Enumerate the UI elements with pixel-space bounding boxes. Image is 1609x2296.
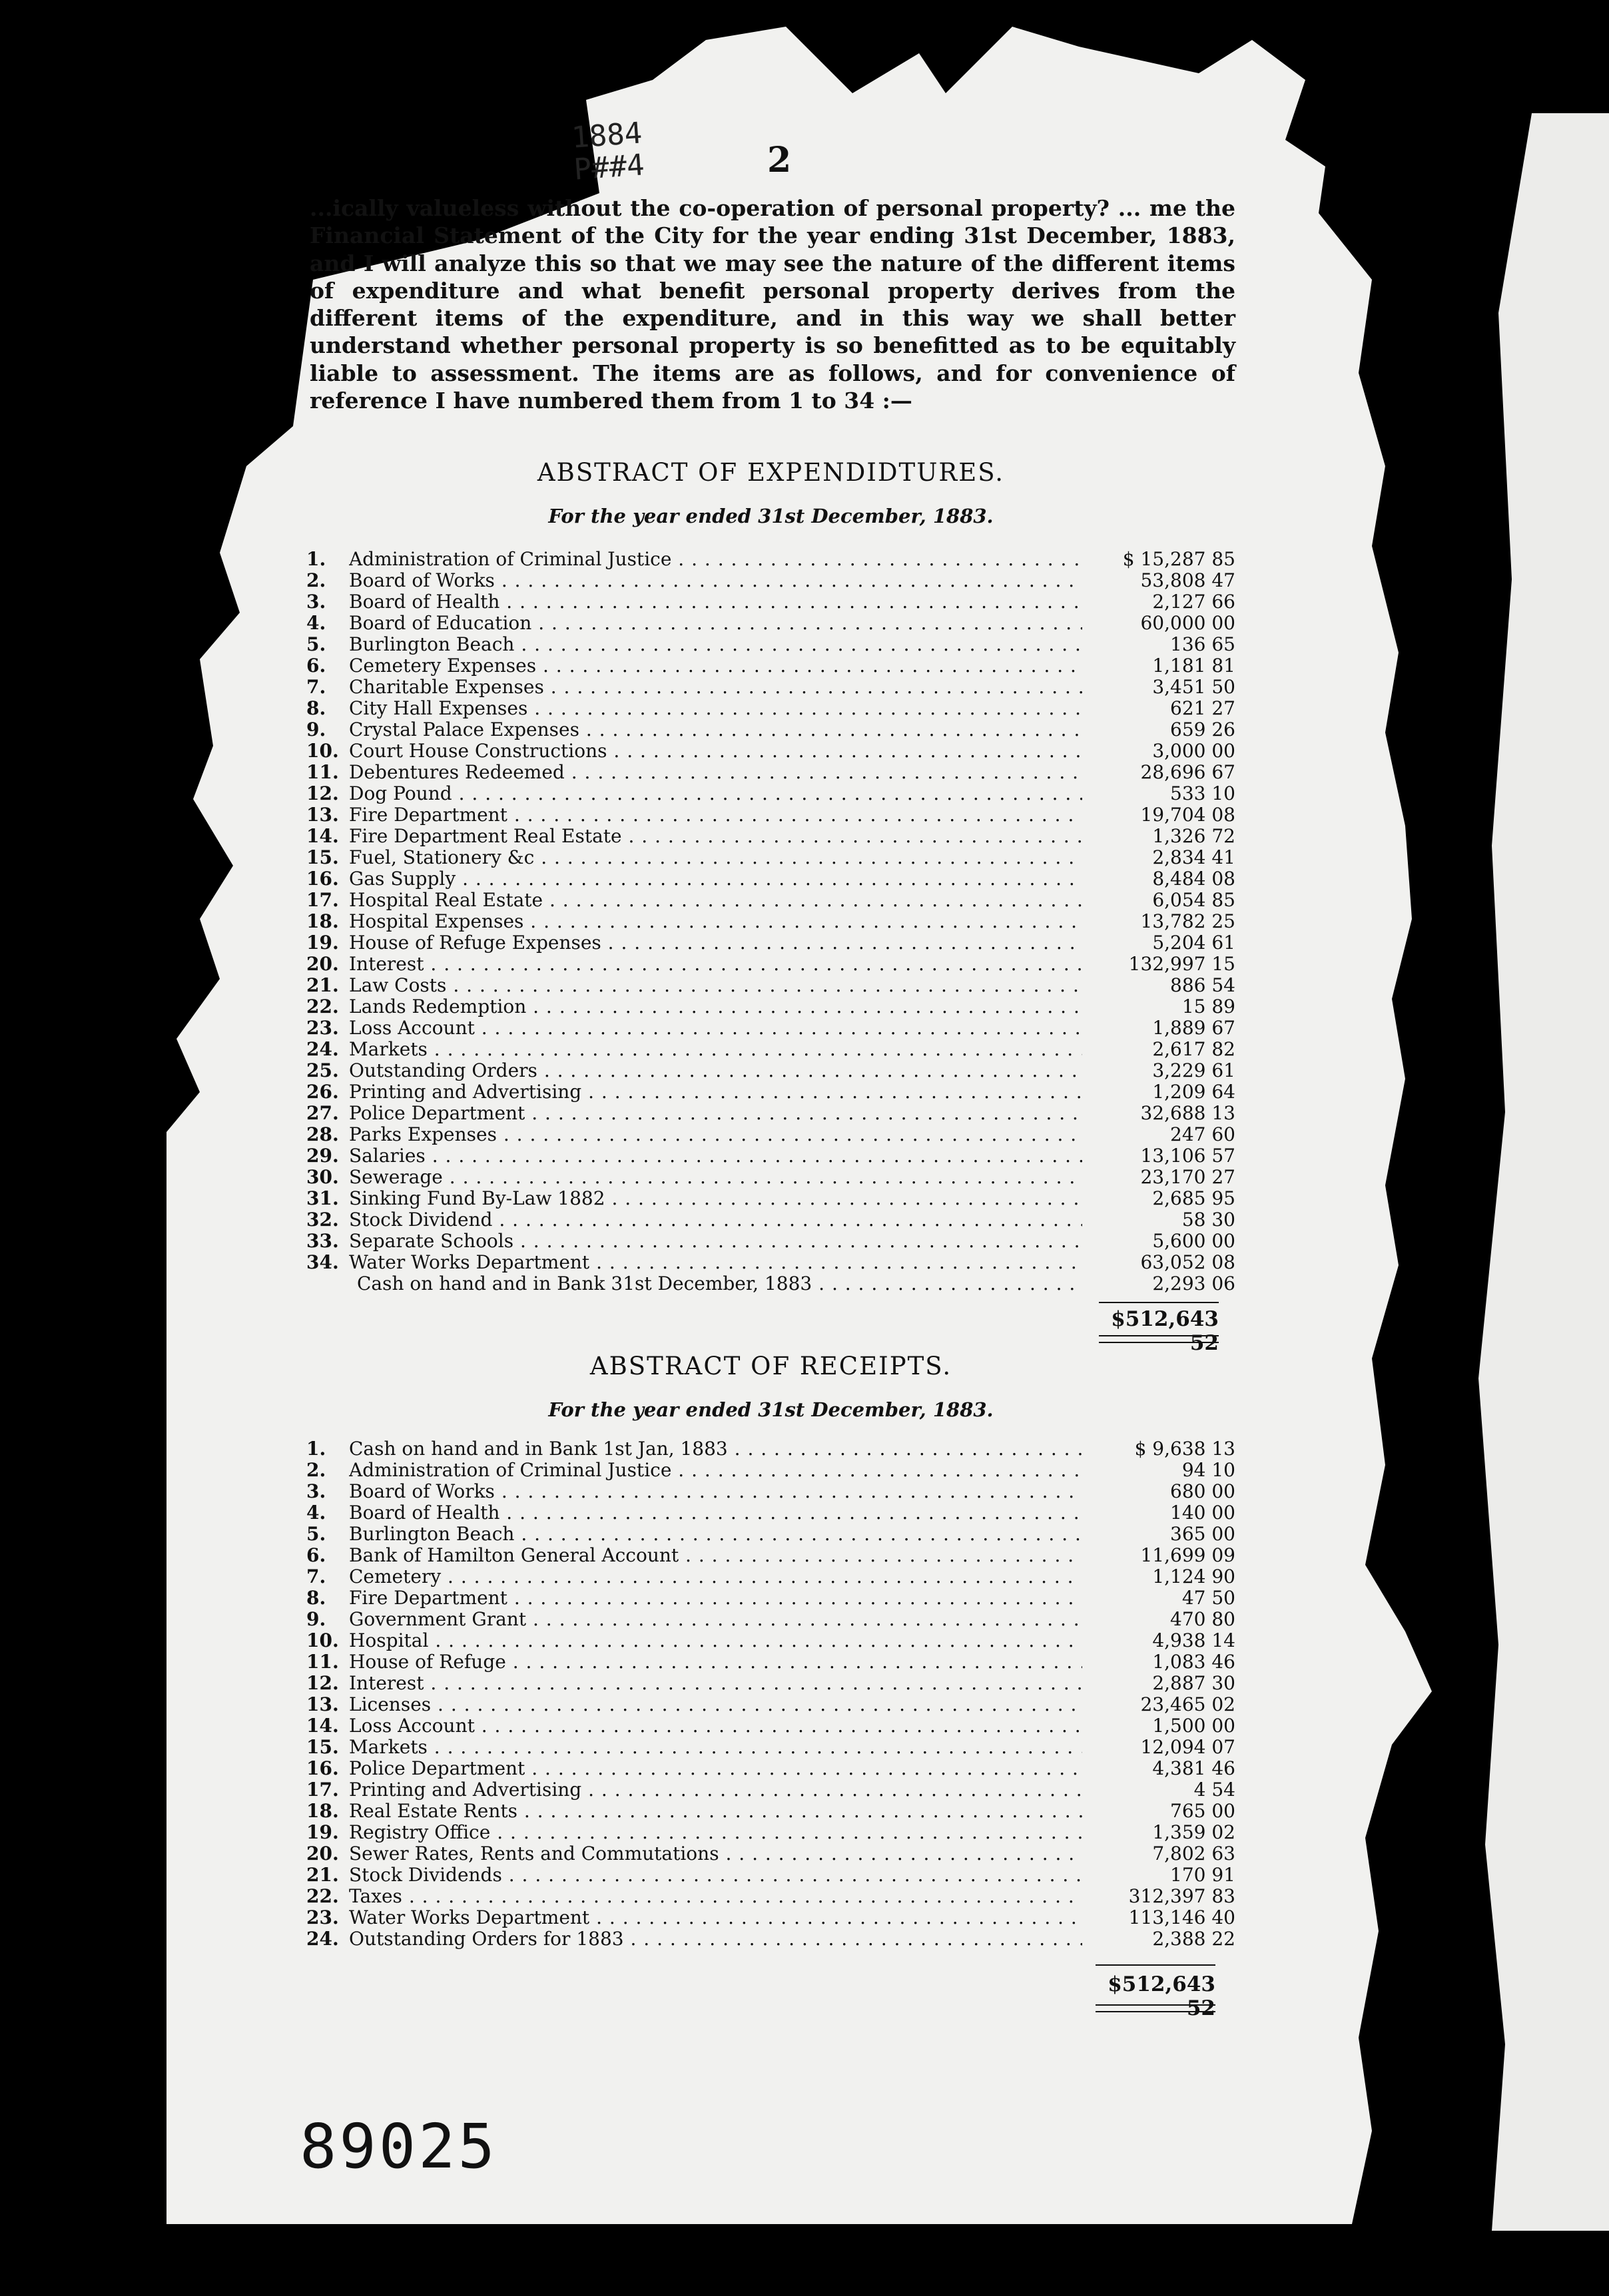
receipt-item-number: 19. — [306, 1821, 339, 1843]
expenditure-item-label: Debentures Redeemed . . . — [349, 762, 1082, 783]
receipt-item-label: Registry Office . . . — [349, 1822, 1082, 1843]
expenditure-item-label: Printing and Advertising . . . — [349, 1081, 1082, 1103]
expenditure-item-amount: 1,326 72 — [1152, 825, 1235, 847]
receipts-total: $512,643 52 — [1108, 1972, 1215, 2020]
expenditure-item-amount: 136 65 — [1170, 633, 1235, 655]
receipt-item-number: 21. — [306, 1864, 339, 1886]
receipt-item-number: 3. — [306, 1480, 326, 1502]
expenditure-item-amount: 2,127 66 — [1152, 591, 1235, 613]
expenditure-item-number: 12. — [306, 782, 339, 804]
expenditure-item-amount: 58 30 — [1181, 1209, 1235, 1231]
receipt-item-label: Sewer Rates, Rents and Commutations . . . — [349, 1843, 1082, 1865]
receipt-item-amount: 4,938 14 — [1152, 1629, 1235, 1651]
receipt-item-amount: 12,094 07 — [1140, 1736, 1235, 1758]
receipt-row — [306, 1673, 1235, 1694]
receipts-title: ABSTRACT OF RECEIPTS. — [589, 1352, 952, 1380]
expenditure-item-label: Police Department . . . — [349, 1103, 1082, 1124]
receipt-item-label: Licenses . . . — [349, 1694, 1082, 1715]
receipt-row — [306, 1843, 1235, 1865]
expenditure-item-amount: 23,170 27 — [1140, 1166, 1235, 1188]
expenditure-row — [306, 591, 1235, 613]
expenditure-item-amount: 621 27 — [1170, 697, 1235, 719]
receipt-row — [306, 1609, 1235, 1630]
receipt-row — [306, 1928, 1235, 1950]
receipt-row — [306, 1737, 1235, 1758]
receipt-item-label: Markets . . . — [349, 1737, 1082, 1758]
receipt-item-amount: 2,887 30 — [1152, 1672, 1235, 1694]
receipts-table — [306, 1438, 1235, 1950]
receipt-row — [306, 1715, 1235, 1737]
expenditure-row — [306, 890, 1235, 911]
receipt-item-number: 14. — [306, 1715, 339, 1737]
receipt-item-number: 24. — [306, 1928, 339, 1950]
receipt-item-amount: 23,465 02 — [1140, 1693, 1235, 1715]
receipt-item-amount: 765 00 — [1170, 1800, 1235, 1822]
expenditure-row — [306, 1081, 1235, 1103]
receipt-item-number: 6. — [306, 1544, 326, 1566]
expenditure-row — [306, 826, 1235, 847]
receipt-item-amount: 470 80 — [1170, 1608, 1235, 1630]
receipt-item-label: Burlington Beach . . . — [349, 1524, 1082, 1545]
receipt-item-amount: $ 9,638 13 — [1134, 1438, 1235, 1460]
expenditure-row — [306, 1167, 1235, 1188]
receipt-row — [306, 1822, 1235, 1843]
expenditure-item-amount: 533 10 — [1170, 782, 1235, 804]
expenditure-item-label: Cash on hand and in Bank 31st December, 1883 . . . — [357, 1273, 1082, 1294]
expenditures-total: $512,643 52 — [1111, 1307, 1219, 1355]
expenditure-row — [306, 613, 1235, 634]
expenditure-item-number: 14. — [306, 825, 339, 847]
expenditure-row — [306, 868, 1235, 890]
expenditure-item-number: 25. — [306, 1059, 339, 1081]
expenditure-item-amount: 1,889 67 — [1152, 1017, 1235, 1039]
expenditure-row — [306, 847, 1235, 868]
archive-note-line-2: P##4 — [572, 148, 646, 187]
expenditure-item-number: 31. — [306, 1187, 339, 1209]
expenditure-item-label: Charitable Expenses . . . — [349, 677, 1082, 698]
expenditure-row — [306, 975, 1235, 996]
receipt-item-amount: 47 50 — [1181, 1587, 1235, 1609]
expenditure-row — [306, 1103, 1235, 1124]
expenditure-row — [306, 932, 1235, 954]
receipt-item-number: 12. — [306, 1672, 339, 1694]
receipt-row — [306, 1865, 1235, 1886]
receipt-item-label: Interest . . . — [349, 1673, 1082, 1694]
expenditure-item-amount: 659 26 — [1170, 718, 1235, 740]
expenditure-item-label: Crystal Palace Expenses . . . — [349, 719, 1082, 740]
expenditure-item-label: Law Costs . . . — [349, 975, 1082, 996]
expenditure-item-number: 18. — [306, 910, 339, 932]
receipt-item-amount: 1,124 90 — [1152, 1566, 1235, 1587]
receipt-item-amount: 4 54 — [1193, 1779, 1235, 1801]
expenditure-item-amount: 132,997 15 — [1128, 953, 1235, 975]
receipt-item-amount: 1,500 00 — [1152, 1715, 1235, 1737]
expenditure-row — [306, 1188, 1235, 1209]
expenditure-item-label: Stock Dividend . . . — [349, 1209, 1082, 1231]
receipt-row — [306, 1502, 1235, 1524]
expenditure-item-amount: 8,484 08 — [1152, 868, 1235, 890]
page-number: 2 — [767, 140, 792, 180]
expenditures-table — [306, 549, 1235, 1294]
expenditure-item-amount: 2,617 82 — [1152, 1038, 1235, 1060]
expenditure-item-label: Fuel, Stationery &c . . . — [349, 847, 1082, 868]
receipt-item-label: Administration of Criminal Justice . . . — [349, 1460, 1082, 1481]
expenditure-item-amount: 3,229 61 — [1152, 1059, 1235, 1081]
expenditure-item-amount: 28,696 67 — [1140, 761, 1235, 783]
archive-stamp-number: 89025 — [300, 2111, 497, 2182]
expenditure-item-amount: 5,600 00 — [1152, 1230, 1235, 1252]
receipt-item-label: Police Department . . . — [349, 1758, 1082, 1779]
expenditures-total-rule — [1099, 1302, 1219, 1303]
receipt-item-label: Cemetery . . . — [349, 1566, 1082, 1587]
receipt-item-label: House of Refuge . . . — [349, 1651, 1082, 1673]
archive-note-line-1: 1884 — [570, 116, 643, 155]
expenditure-item-label: Board of Education . . . — [349, 613, 1082, 634]
expenditure-item-number: 7. — [306, 676, 326, 698]
receipts-total-rule — [1096, 1964, 1215, 1966]
receipt-item-amount: 170 91 — [1170, 1864, 1235, 1886]
receipt-item-number: 23. — [306, 1906, 339, 1928]
expenditure-item-label: Board of Works . . . — [349, 570, 1082, 591]
receipt-item-label: Printing and Advertising . . . — [349, 1779, 1082, 1801]
receipt-item-number: 18. — [306, 1800, 339, 1822]
receipt-row — [306, 1694, 1235, 1715]
expenditure-item-number: 1. — [306, 548, 326, 570]
expenditure-item-number: 28. — [306, 1123, 339, 1145]
receipt-item-number: 20. — [306, 1843, 339, 1865]
receipt-item-amount: 365 00 — [1170, 1523, 1235, 1545]
expenditure-row — [306, 783, 1235, 804]
expenditure-item-amount: 2,834 41 — [1152, 846, 1235, 868]
receipt-item-label: Loss Account . . . — [349, 1715, 1082, 1737]
expenditure-item-number: 20. — [306, 953, 339, 975]
expenditure-item-label: Hospital Expenses . . . — [349, 911, 1082, 932]
expenditure-item-amount: 3,000 00 — [1152, 740, 1235, 762]
expenditure-item-label: Fire Department Real Estate . . . — [349, 826, 1082, 847]
expenditure-item-label: Loss Account . . . — [349, 1017, 1082, 1039]
expenditure-item-label: Board of Health . . . — [349, 591, 1082, 613]
expenditure-item-label: City Hall Expenses . . . — [349, 698, 1082, 719]
receipt-item-amount: 7,802 63 — [1152, 1843, 1235, 1865]
receipt-row — [306, 1438, 1235, 1460]
expenditure-row — [306, 740, 1235, 762]
expenditure-item-amount: 15 89 — [1181, 996, 1235, 1017]
receipt-row — [306, 1886, 1235, 1907]
receipt-row — [306, 1566, 1235, 1587]
expenditure-row — [306, 1231, 1235, 1252]
receipt-item-amount: 1,359 02 — [1152, 1821, 1235, 1843]
receipt-row — [306, 1907, 1235, 1928]
expenditures-title: ABSTRACT OF EXPENDIDTURES. — [537, 458, 1005, 487]
expenditure-item-amount: 53,808 47 — [1140, 569, 1235, 591]
receipt-item-number: 5. — [306, 1523, 326, 1545]
expenditure-item-label: House of Refuge Expenses . . . — [349, 932, 1082, 954]
expenditure-item-number: 8. — [306, 697, 326, 719]
expenditure-row — [306, 954, 1235, 975]
expenditure-item-label: Water Works Department . . . — [349, 1252, 1082, 1273]
expenditure-item-amount: 19,704 08 — [1140, 804, 1235, 826]
receipt-item-amount: 113,146 40 — [1128, 1906, 1235, 1928]
expenditure-item-number: 3. — [306, 591, 326, 613]
expenditure-item-amount: 3,451 50 — [1152, 676, 1235, 698]
expenditure-row — [306, 634, 1235, 655]
expenditure-row — [306, 655, 1235, 677]
expenditure-item-amount: 63,052 08 — [1140, 1251, 1235, 1273]
expenditure-item-label: Burlington Beach . . . — [349, 634, 1082, 655]
expenditure-item-label: Interest . . . — [349, 954, 1082, 975]
receipt-item-number: 2. — [306, 1459, 326, 1481]
expenditure-item-number: 16. — [306, 868, 339, 890]
expenditure-item-label: Administration of Criminal Justice . . . — [349, 549, 1082, 570]
receipt-item-amount: 680 00 — [1170, 1480, 1235, 1502]
expenditure-item-amount: 13,782 25 — [1140, 910, 1235, 932]
expenditure-item-amount: 886 54 — [1170, 974, 1235, 996]
expenditure-item-number: 5. — [306, 633, 326, 655]
receipt-item-label: Board of Works . . . — [349, 1481, 1082, 1502]
expenditure-item-label: Lands Redemption . . . — [349, 996, 1082, 1017]
expenditure-row — [306, 570, 1235, 591]
receipt-row — [306, 1545, 1235, 1566]
expenditure-item-amount: 60,000 00 — [1140, 612, 1235, 634]
receipt-row — [306, 1587, 1235, 1609]
expenditure-item-amount: 13,106 57 — [1140, 1145, 1235, 1167]
intro-paragraph: ...ically valueless without the co-operation of personal property? ... me the Financial Statement of the City for the year ending 31st December, 1883, and I will analyze this so that we may see the nature of the different items of expenditure and what benefit personal property derives from the different items of the expenditure, and in this way we shall better understand whether personal property is so benefitted as to be equitably liable to assessment. The items are as follows, and for convenience of reference I have numbered them from 1 to 34 :— — [310, 195, 1235, 414]
expenditure-row — [306, 1060, 1235, 1081]
expenditure-item-number: 33. — [306, 1230, 339, 1252]
expenditure-item-number: 21. — [306, 974, 339, 996]
expenditure-item-label: Salaries . . . — [349, 1145, 1082, 1167]
expenditure-item-label: Hospital Real Estate . . . — [349, 890, 1082, 911]
expenditure-item-number: 9. — [306, 718, 326, 740]
expenditure-item-amount: $ 15,287 85 — [1122, 548, 1235, 570]
receipt-item-amount: 94 10 — [1181, 1459, 1235, 1481]
expenditure-row — [306, 996, 1235, 1017]
receipt-item-number: 10. — [306, 1629, 339, 1651]
expenditure-item-number: 27. — [306, 1102, 339, 1124]
receipt-row — [306, 1651, 1235, 1673]
receipt-item-number: 16. — [306, 1757, 339, 1779]
expenditure-row — [306, 719, 1235, 740]
expenditure-item-label: Separate Schools . . . — [349, 1231, 1082, 1252]
expenditure-item-label: Sewerage . . . — [349, 1167, 1082, 1188]
expenditure-item-number: 19. — [306, 932, 339, 954]
expenditure-item-number: 2. — [306, 569, 326, 591]
receipt-item-label: Bank of Hamilton General Account . . . — [349, 1545, 1082, 1566]
expenditure-row — [306, 698, 1235, 719]
receipt-row — [306, 1481, 1235, 1502]
receipt-item-number: 11. — [306, 1651, 339, 1673]
expenditure-item-amount: 32,688 13 — [1140, 1102, 1235, 1124]
expenditure-item-number: 11. — [306, 761, 339, 783]
receipt-item-amount: 11,699 09 — [1140, 1544, 1235, 1566]
receipt-item-amount: 1,083 46 — [1152, 1651, 1235, 1673]
expenditure-row — [306, 762, 1235, 783]
receipt-item-label: Stock Dividends . . . — [349, 1865, 1082, 1886]
receipt-item-number: 15. — [306, 1736, 339, 1758]
receipts-subtitle: For the year ended 31st December, 1883. — [548, 1398, 994, 1421]
receipt-row — [306, 1801, 1235, 1822]
expenditure-item-label: Outstanding Orders . . . — [349, 1060, 1082, 1081]
receipt-item-label: Real Estate Rents . . . — [349, 1801, 1082, 1822]
expenditure-item-amount: 6,054 85 — [1152, 889, 1235, 911]
expenditure-item-number: 29. — [306, 1145, 339, 1167]
expenditure-item-number: 15. — [306, 846, 339, 868]
receipt-row — [306, 1460, 1235, 1481]
expenditure-item-number: 10. — [306, 740, 339, 762]
receipt-item-amount: 4,381 46 — [1152, 1757, 1235, 1779]
expenditure-row — [306, 1252, 1235, 1273]
expenditure-item-number: 30. — [306, 1166, 339, 1188]
expenditure-item-amount: 1,209 64 — [1152, 1081, 1235, 1103]
expenditure-item-number: 32. — [306, 1209, 339, 1231]
archive-handwritten-note — [571, 117, 645, 186]
expenditure-item-number: 22. — [306, 996, 339, 1017]
expenditures-total-double-rule — [1099, 1335, 1219, 1343]
expenditure-item-label: Markets . . . — [349, 1039, 1082, 1060]
expenditure-item-amount: 2,685 95 — [1152, 1187, 1235, 1209]
receipt-row — [306, 1524, 1235, 1545]
expenditure-item-amount: 1,181 81 — [1152, 655, 1235, 677]
receipt-item-label: Fire Department . . . — [349, 1587, 1082, 1609]
expenditure-row — [306, 1039, 1235, 1060]
receipt-item-label: Taxes . . . — [349, 1886, 1082, 1907]
receipt-item-amount: 312,397 83 — [1128, 1885, 1235, 1907]
receipt-row — [306, 1630, 1235, 1651]
receipt-item-number: 1. — [306, 1438, 326, 1460]
expenditure-item-number: 24. — [306, 1038, 339, 1060]
expenditure-item-number: 26. — [306, 1081, 339, 1103]
expenditure-row — [306, 1273, 1235, 1294]
receipts-total-double-rule — [1096, 2004, 1215, 2012]
receipt-item-number: 9. — [306, 1608, 326, 1630]
expenditure-row — [306, 804, 1235, 826]
expenditure-item-number: 17. — [306, 889, 339, 911]
expenditure-item-amount: 247 60 — [1170, 1123, 1235, 1145]
receipt-row — [306, 1758, 1235, 1779]
receipt-item-label: Hospital . . . — [349, 1630, 1082, 1651]
receipt-item-number: 13. — [306, 1693, 339, 1715]
expenditure-item-number: 4. — [306, 612, 326, 634]
expenditure-item-label: Court House Constructions . . . — [349, 740, 1082, 762]
expenditure-row — [306, 1145, 1235, 1167]
receipt-item-number: 7. — [306, 1566, 326, 1587]
expenditure-row — [306, 1124, 1235, 1145]
receipt-item-number: 8. — [306, 1587, 326, 1609]
expenditure-row — [306, 677, 1235, 698]
receipt-item-number: 4. — [306, 1502, 326, 1524]
expenditure-item-label: Cemetery Expenses . . . — [349, 655, 1082, 677]
receipt-item-label: Water Works Department . . . — [349, 1907, 1082, 1928]
expenditure-item-amount: 5,204 61 — [1152, 932, 1235, 954]
receipt-item-number: 22. — [306, 1885, 339, 1907]
expenditure-item-label: Parks Expenses . . . — [349, 1124, 1082, 1145]
expenditure-item-number: 34. — [306, 1251, 339, 1273]
expenditure-item-label: Fire Department . . . — [349, 804, 1082, 826]
expenditure-row — [306, 1209, 1235, 1231]
expenditure-item-number: 13. — [306, 804, 339, 826]
receipt-item-label: Cash on hand and in Bank 1st Jan, 1883 . . . — [349, 1438, 1082, 1460]
receipt-item-number: 17. — [306, 1779, 339, 1801]
expenditure-item-number: 6. — [306, 655, 326, 677]
receipt-item-label: Outstanding Orders for 1883 . . . — [349, 1928, 1082, 1950]
expenditure-row — [306, 1017, 1235, 1039]
expenditure-item-amount: 2,293 06 — [1152, 1273, 1235, 1294]
adjacent-page-edge — [1452, 113, 1609, 2231]
expenditure-item-label: Gas Supply . . . — [349, 868, 1082, 890]
expenditure-row — [306, 549, 1235, 570]
receipt-item-amount: 140 00 — [1170, 1502, 1235, 1524]
expenditure-item-number: 23. — [306, 1017, 339, 1039]
receipt-item-label: Board of Health . . . — [349, 1502, 1082, 1524]
expenditure-item-label: Sinking Fund By-Law 1882 . . . — [349, 1188, 1082, 1209]
receipt-row — [306, 1779, 1235, 1801]
receipt-item-label: Government Grant . . . — [349, 1609, 1082, 1630]
receipt-item-amount: 2,388 22 — [1152, 1928, 1235, 1950]
expenditures-subtitle: For the year ended 31st December, 1883. — [548, 505, 994, 527]
expenditure-item-label: Dog Pound . . . — [349, 783, 1082, 804]
expenditure-row — [306, 911, 1235, 932]
